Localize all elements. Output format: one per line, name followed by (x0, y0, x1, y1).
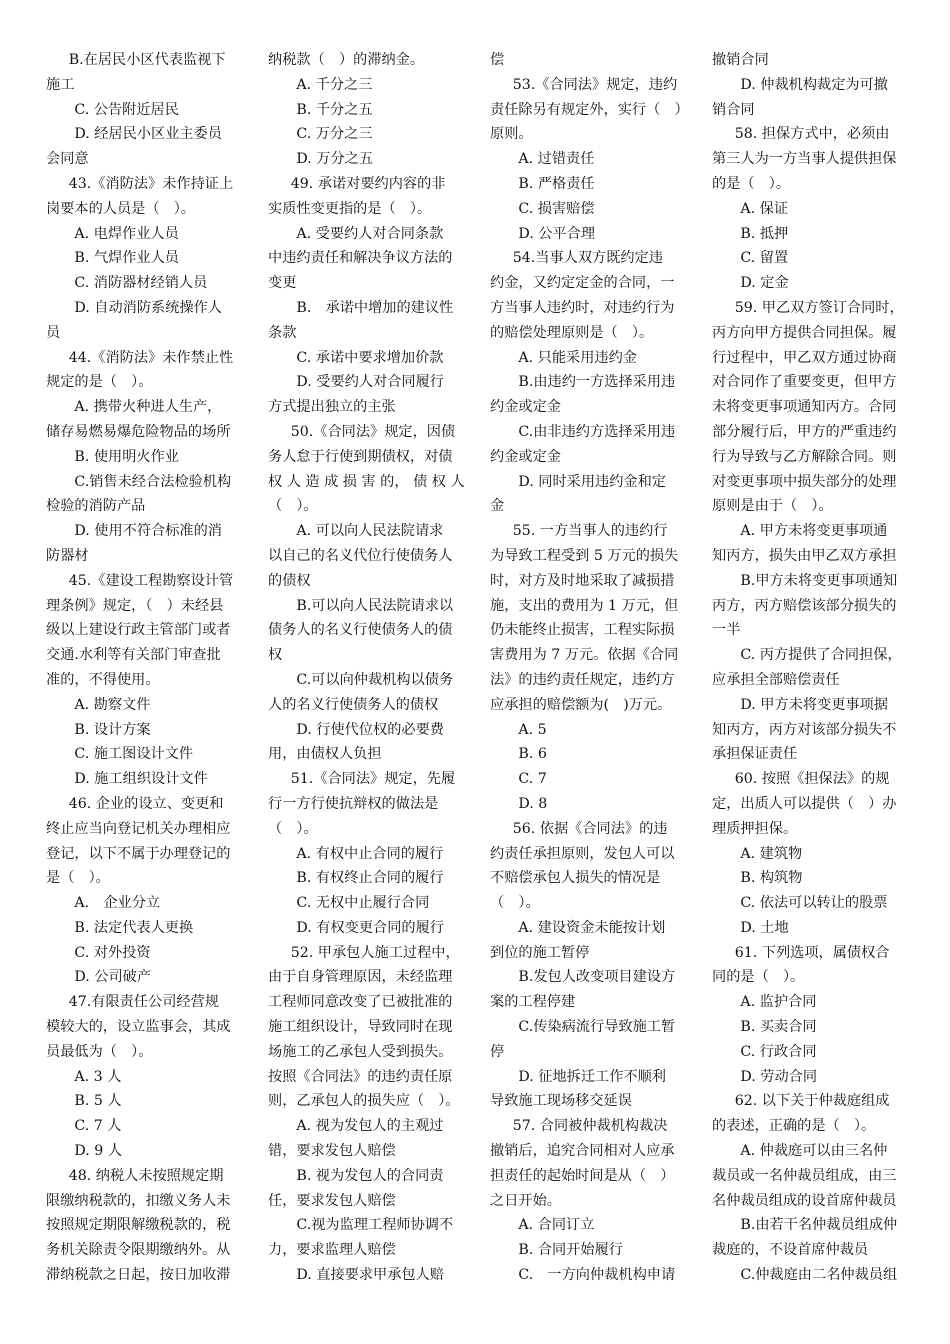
text-line: （ ）。 (490, 895, 540, 912)
text-line: A. 视为发包人的主观过 (296, 1118, 444, 1135)
text-line: 力，要求监理人赔偿 (268, 1242, 396, 1259)
text-line: A. 受要约人对合同条款 (296, 225, 444, 242)
text-line: D. 同时采用违约金和定 (518, 473, 666, 490)
text-line: D. 8 (518, 795, 548, 812)
text-line: 45.《建设工程勘察设计管 (68, 572, 234, 589)
text-line: 的表述，正确的是（ ）。 (712, 1118, 876, 1135)
text-line: 应承担的赔偿额为( )万元。 (490, 696, 672, 713)
text-line: A. 电焊作业人员 (74, 225, 179, 242)
text-line: （ ）。 (268, 820, 318, 837)
text-line: C. 损害赔偿 (518, 200, 595, 217)
text-line: B.发包人改变项目建设方 (518, 969, 676, 986)
text-line: 责任除另有规定外，实行（ ） (490, 101, 689, 118)
text-line: C. 留置 (740, 250, 789, 267)
text-line: 用，由债权人负担 (268, 746, 382, 763)
text-line: 担责任的起始时间是从（ ） (490, 1167, 675, 1184)
text-line: D. 使用不符合标准的消 (74, 523, 222, 540)
text-line: 55. 一方当事人的违约行 (512, 523, 668, 540)
text-line: 变更 (268, 275, 297, 292)
text-line: 未将变更事项通知丙方。合同 (712, 399, 897, 416)
text-line: 人的名义行使债务人的债权 (268, 696, 439, 713)
text-line: 储存易燃易爆危险物品的场所 (46, 423, 231, 440)
text-line: 56. 依据《合同法》的违 (512, 820, 668, 837)
text-line: 务机关除责令限期缴纳外。从 (46, 1242, 231, 1259)
text-line: 承担保证责任 (712, 746, 798, 763)
text-line: 模较大的，设立监事会，其成 (46, 1019, 231, 1036)
text-line: C.由非违约方选择采用违 (518, 423, 676, 440)
text-line: B. 千分之五 (296, 101, 373, 118)
text-line: 的债权 (268, 572, 311, 589)
text-line: D. 公司破产 (74, 969, 152, 986)
text-line: B. 使用明火作业 (74, 448, 179, 465)
text-line: B. 构筑物 (740, 870, 803, 887)
text-line: C. 对外投资 (74, 944, 151, 961)
text-line: 部分履行后，甲方的严重违约 (712, 423, 897, 440)
text-line: C. 承诺中要求增加价款 (296, 349, 444, 366)
text-line: D. 公平合理 (518, 225, 596, 242)
text-line: D. 受要约人对合同履行 (296, 374, 444, 391)
text-line: 以自己的名义代位行使债务人 (268, 547, 453, 564)
text-line: B. 气焊作业人员 (74, 250, 179, 267)
text-line: B. 严格责任 (518, 175, 595, 192)
text-line: 理质押担保。 (712, 820, 798, 837)
text-line: 中违约责任和解决争议方法的 (268, 250, 453, 267)
text-line: 到位的施工暂停 (490, 944, 590, 961)
text-line: 是（ ）。 (46, 870, 110, 887)
text-line: 害费用为 7 万元。依据《合同 (490, 647, 679, 664)
text-column-3 (490, 48, 690, 1338)
text-line: 约金或定金 (490, 448, 561, 465)
text-line: D. 定金 (740, 275, 789, 292)
text-line: B.在居民小区代表监视下 (68, 52, 226, 68)
text-line: 对合同作了重要变更，但甲方 (712, 374, 897, 391)
text-line: 权 人 造 成 损 害 的， 债 权 人 (268, 473, 465, 490)
text-line: A. 勘察文件 (74, 696, 151, 713)
text-line: A. 建设资金未能按计划 (518, 919, 666, 936)
text-line: D. 征地拆迁工作不顺利 (518, 1068, 666, 1085)
text-line: 47.有限责任公司经营规 (68, 994, 219, 1011)
text-line: 导致施工现场移交延误 (490, 1093, 632, 1110)
text-line: 会同意 (46, 151, 89, 168)
text-line: B. 视为发包人的合同责 (296, 1167, 444, 1184)
text-line: 约金，又约定定金的合同，一 (490, 275, 675, 292)
text-line: 准的，不得使用。 (46, 671, 160, 688)
text-line: 丙方，丙方赔偿该部分损失的 (712, 597, 897, 614)
text-line: C.视为监理工程师协调不 (296, 1217, 454, 1234)
text-line: 金 (490, 498, 505, 515)
text-line: D. 万分之五 (296, 151, 374, 168)
text-line: 施工 (46, 76, 75, 93)
text-line: 60. 按照《担保法》的规 (734, 771, 890, 788)
text-column-4 (712, 48, 912, 1338)
text-line: B. 5 人 (74, 1093, 122, 1110)
text-line: 的是（ ）。 (712, 175, 791, 192)
text-line: A. 保证 (740, 200, 789, 217)
text-line: 案的工程停建 (490, 994, 576, 1011)
text-line: B. 承诺中增加的建议性 (296, 299, 454, 316)
text-line: 定，出质人可以提供（ ）办 (712, 795, 897, 812)
text-line: 方当事人违约时，对违约行为 (490, 299, 675, 316)
text-line: C. 一方向仲裁机构申请 (518, 1267, 676, 1284)
text-line: 50.《合同法》规定，因债 (290, 423, 456, 440)
text-line: 由于自身管理原因，未经监理 (268, 969, 453, 986)
text-line: A. 甲方未将变更事项通 (740, 523, 888, 540)
text-line: D. 行使代位权的必要费 (296, 721, 444, 738)
text-line: C.销售未经合法检验机构 (74, 473, 232, 490)
text-line: 施，支出的费用为 1 万元，但 (490, 597, 679, 614)
text-line: 工程师同意改变了已被批准的 (268, 994, 453, 1011)
text-line: 限缴纳税款的，扣缴义务人未 (46, 1192, 231, 1209)
text-line: B. 买卖合同 (740, 1019, 817, 1036)
text-line: 行过程中，甲乙双方通过协商 (712, 349, 897, 366)
text-line: 偿 (490, 52, 505, 68)
text-line: A. 仲裁庭可以由三名仲 (740, 1143, 888, 1160)
text-line: 施工组织设计，导致同时在现 (268, 1019, 453, 1036)
text-line: B. 合同开始履行 (518, 1242, 623, 1259)
text-line: A. 5 (518, 721, 547, 738)
text-line: 58. 担保方式中，必须由 (734, 126, 890, 143)
text-line: 销合同 (712, 101, 755, 118)
text-line: 为导致工程受到 5 万元的损失 (490, 547, 679, 564)
text-line: 不赔偿承包人损失的情况是 (490, 870, 661, 887)
text-line: C. 依法可以转让的股票 (740, 895, 888, 912)
text-line: 知丙方，损失由甲乙双方承担 (712, 547, 897, 564)
text-line: 停 (490, 1043, 505, 1060)
text-line: 撤销合同 (712, 52, 769, 68)
text-column-2 (268, 48, 468, 1338)
text-line: 登记，以下不属于办理登记的 (46, 845, 231, 862)
text-line: 第三人为一方当事人提供担保 (712, 151, 897, 168)
text-line: A. 携带火种进人生产， (74, 399, 222, 416)
text-line: D. 经居民小区业主委员 (74, 126, 222, 143)
text-line: 之日开始。 (490, 1192, 561, 1209)
text-column-1 (46, 48, 246, 1338)
text-line: D. 土地 (740, 919, 789, 936)
text-line: A. 企业分立 (74, 895, 161, 912)
text-line: 名仲裁员组成的设首席仲裁员 (712, 1192, 897, 1209)
text-line: 53.《合同法》规定，违约 (512, 76, 678, 93)
text-line: 丙方向甲方提供合同担保。履 (712, 324, 897, 341)
text-line: 46. 企业的设立、变更和 (68, 795, 224, 812)
text-line: B. 抵押 (740, 225, 789, 242)
text-line: D. 自动消防系统操作人 (74, 299, 222, 316)
text-line: C.仲裁庭由二名仲裁员组 (740, 1267, 898, 1284)
text-line: 滞纳税款之日起，按日加收滞 (46, 1267, 231, 1284)
text-line: 43.《消防法》未作持证上 (68, 175, 234, 192)
text-line: 错，要求发包人赔偿 (268, 1143, 396, 1160)
text-line: B. 有权终止合同的履行 (296, 870, 444, 887)
text-line: 债务人的名义行使债务人的债 (268, 622, 453, 639)
text-line: 按照规定期限解缴税款的，税 (46, 1217, 231, 1234)
text-line: 原则。 (490, 126, 533, 143)
text-line: D. 有权变更合同的履行 (296, 919, 444, 936)
text-line: C. 公告附近居民 (74, 101, 179, 118)
text-line: 54.当事人双方既约定违 (512, 250, 663, 267)
text-line: 员 (46, 324, 61, 341)
document-page (46, 48, 918, 1338)
text-line: 条款 (268, 324, 297, 341)
text-line: 应承担全部赔偿责任 (712, 671, 840, 688)
text-line: （ ）。 (268, 498, 318, 515)
text-line: 场施工的乙承包人受到损失。 (268, 1043, 453, 1060)
text-line: A. 只能采用违约金 (518, 349, 637, 366)
text-line: B. 法定代表人更换 (74, 919, 194, 936)
text-line: A. 监护合同 (740, 994, 817, 1011)
text-line: C. 行政合同 (740, 1043, 817, 1060)
text-line: A. 建筑物 (740, 845, 803, 862)
text-line: A. 千分之三 (296, 76, 373, 93)
text-line: A. 可以向人民法院请求 (296, 523, 444, 540)
text-line: 交通.水利等有关部门审查批 (46, 647, 221, 664)
text-line: 则，乙承包人的损失应（ ）。 (268, 1093, 460, 1110)
text-line: D. 9 人 (74, 1143, 123, 1160)
text-line: 一半 (712, 622, 741, 639)
text-line: 规定的是（ ）。 (46, 374, 153, 391)
text-line: 行一方行使抗辩权的做法是 (268, 795, 439, 812)
text-line: A. 3 人 (74, 1068, 122, 1085)
text-line: 49. 承诺对要约内容的非 (290, 175, 446, 192)
text-line: 的赔偿处理原则是（ ）。 (490, 324, 654, 341)
text-line: 法》的违约责任规定，违约方 (490, 671, 675, 688)
text-line: 知丙方，丙方对该部分损失不 (712, 721, 897, 738)
text-line: 约金或定金 (490, 399, 561, 416)
text-line: 防器材 (46, 547, 89, 564)
text-line: 务人怠于行使到期债权，对债 (268, 448, 453, 465)
text-line: 终止应当向登记机关办理相应 (46, 820, 231, 837)
text-line: A. 过错责任 (518, 151, 595, 168)
text-line: 51.《合同法》规定，先履 (290, 771, 456, 788)
text-line: 实质性变更指的是（ ）。 (268, 200, 432, 217)
text-line: 岗要本的人员是（ ）。 (46, 200, 195, 217)
text-line: 时，对方及时地采取了减损措 (490, 572, 675, 589)
text-line: A. 合同订立 (518, 1217, 595, 1234)
text-line: 撤销后，追究合同相对人应承 (490, 1143, 675, 1160)
text-line: 员最低为（ ）。 (46, 1043, 153, 1060)
text-line: 理条例》规定，（ ）未经县 (46, 597, 224, 614)
text-line: 61. 下列选项，属债权合 (734, 944, 890, 961)
text-line: C. 无权中止履行合同 (296, 895, 430, 912)
text-line: 权 (268, 647, 283, 664)
text-line: C. 施工图设计文件 (74, 746, 194, 763)
text-line: 48. 纳税人未按照规定期 (68, 1167, 224, 1184)
text-line: 约责任承担原则，发包人可以 (490, 845, 675, 862)
text-line: D. 劳动合同 (740, 1068, 818, 1085)
text-line: D. 直接要求甲承包人赔 (296, 1267, 444, 1284)
text-line: C. 万分之三 (296, 126, 373, 143)
text-line: D. 施工组织设计文件 (74, 771, 208, 788)
text-line: 同的是（ ）。 (712, 969, 805, 986)
text-line: B.可以向人民法院请求以 (296, 597, 454, 614)
text-line: D. 甲方未将变更事项据 (740, 696, 888, 713)
text-line: B.由若干名仲裁员组成仲 (740, 1217, 898, 1234)
text-line: 检验的消防产品 (46, 498, 146, 515)
text-line: B. 设计方案 (74, 721, 151, 738)
text-line: 级以上建设行政主管部门或者 (46, 622, 231, 639)
text-line: 方式提出独立的主张 (268, 399, 396, 416)
text-line: D. 仲裁机构裁定为可撤 (740, 76, 888, 93)
text-line: 59. 甲乙双方签订合同时， (734, 299, 904, 316)
text-line: C.传染病流行导致施工暂 (518, 1019, 676, 1036)
text-line: 对变更事项中损失部分的处理 (712, 473, 897, 490)
text-line: 44.《消防法》未作禁止性 (68, 349, 234, 366)
text-line: B.甲方未将变更事项通知 (740, 572, 898, 589)
text-line: 裁庭的，不设首席仲裁员 (712, 1242, 869, 1259)
text-line: C. 消防器材经销人员 (74, 275, 208, 292)
text-line: 裁员或一名仲裁员组成，由三 (712, 1167, 897, 1184)
text-line: 行为导致与乙方解除合同。则 (712, 448, 897, 465)
text-line: B. 6 (518, 746, 547, 763)
text-line: C. 7 (518, 771, 547, 788)
text-line: C. 丙方提供了合同担保， (740, 647, 902, 664)
text-line: 按照《合同法》的违约责任原 (268, 1068, 453, 1085)
text-line: 57. 合同被仲裁机构裁决 (512, 1118, 668, 1135)
text-line: B.由违约一方选择采用违 (518, 374, 676, 391)
text-line: 任，要求发包人赔偿 (268, 1192, 396, 1209)
text-line: 纳税款（ ）的滞纳金。 (268, 52, 425, 68)
text-line: C. 7 人 (74, 1118, 122, 1135)
text-line: 62. 以下关于仲裁庭组成 (734, 1093, 890, 1110)
text-line: A. 有权中止合同的履行 (296, 845, 444, 862)
text-line: 52. 甲承包人施工过程中， (290, 944, 460, 961)
text-line: 原则是由于（ ）。 (712, 498, 833, 515)
text-line: 仍未能终止损害，工程实际损 (490, 622, 675, 639)
text-line: C.可以向仲裁机构以债务 (296, 671, 454, 688)
